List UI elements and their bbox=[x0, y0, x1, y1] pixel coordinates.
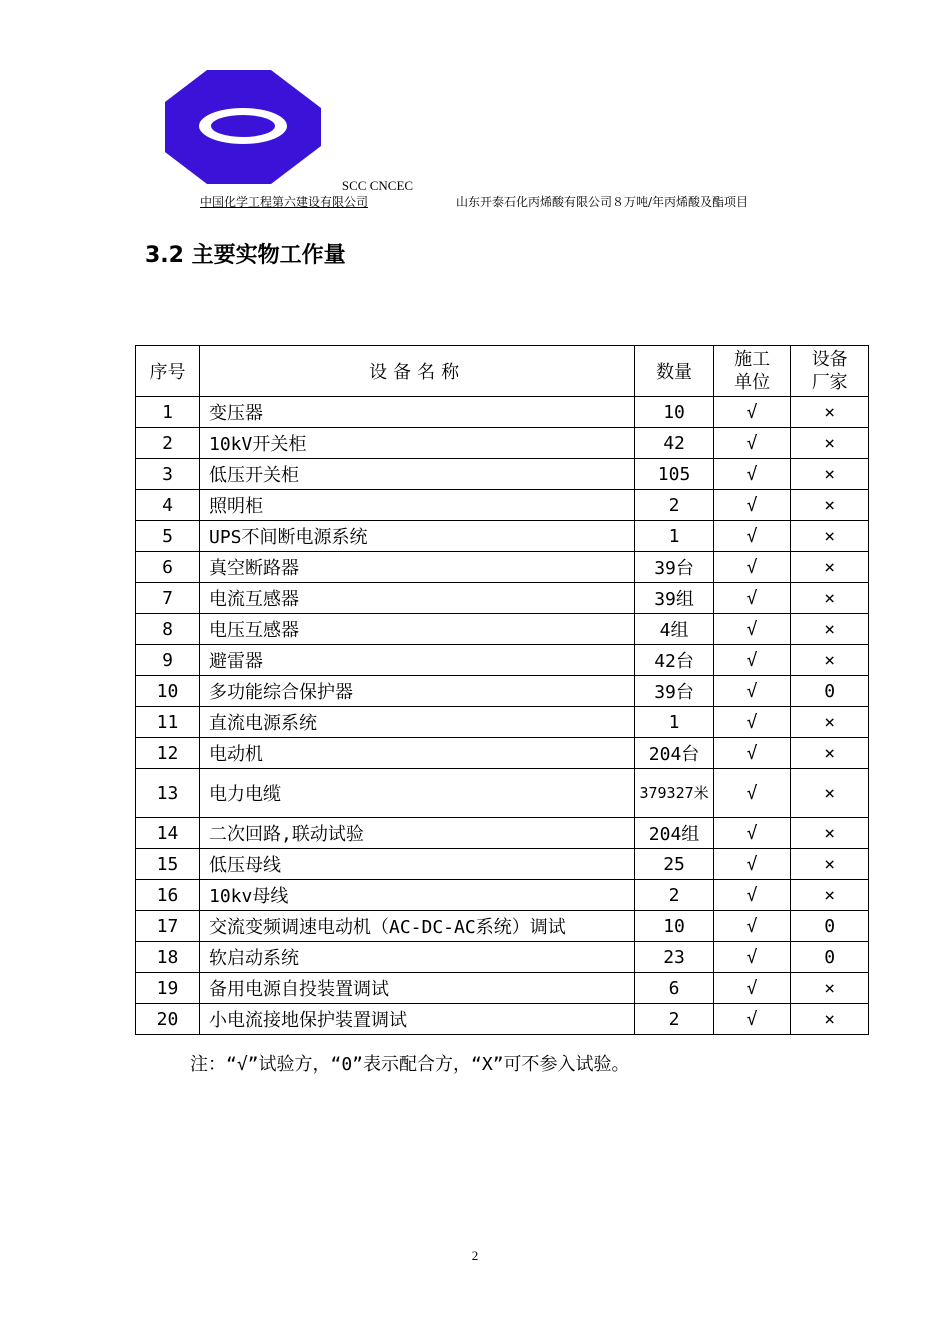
row-vendor-mark: × bbox=[791, 738, 869, 769]
header-qty: 数量 bbox=[635, 346, 713, 397]
row-unit-mark: √ bbox=[713, 552, 791, 583]
row-qty: 42 bbox=[635, 428, 713, 459]
row-no: 13 bbox=[136, 769, 200, 818]
table-row bbox=[136, 428, 869, 459]
table-row bbox=[136, 769, 869, 818]
row-qty: 2 bbox=[635, 880, 713, 911]
row-name: 10kV开关柜 bbox=[200, 428, 635, 459]
header-unit-line2: 单位 bbox=[734, 372, 771, 393]
row-name: 真空断路器 bbox=[200, 552, 635, 583]
row-unit-mark: √ bbox=[713, 459, 791, 490]
row-unit-mark: √ bbox=[713, 645, 791, 676]
row-vendor-mark: × bbox=[791, 614, 869, 645]
row-name: 小电流接地保护装置调试 bbox=[200, 1004, 635, 1035]
row-name: 电压互感器 bbox=[200, 614, 635, 645]
row-vendor-mark: 0 bbox=[791, 942, 869, 973]
table-row bbox=[136, 490, 869, 521]
row-name: 避雷器 bbox=[200, 645, 635, 676]
row-vendor-mark: × bbox=[791, 973, 869, 1004]
row-no: 6 bbox=[136, 552, 200, 583]
row-name: 备用电源自投装置调试 bbox=[200, 973, 635, 1004]
table-row bbox=[136, 397, 869, 428]
row-no: 12 bbox=[136, 738, 200, 769]
row-qty: 204台 bbox=[635, 738, 713, 769]
row-qty: 4组 bbox=[635, 614, 713, 645]
row-vendor-mark: × bbox=[791, 645, 869, 676]
table-body bbox=[136, 397, 869, 1035]
row-unit-mark: √ bbox=[713, 521, 791, 552]
row-qty: 39台 bbox=[635, 676, 713, 707]
table-header-row bbox=[136, 346, 869, 397]
table-row bbox=[136, 942, 869, 973]
row-unit-mark: √ bbox=[713, 973, 791, 1004]
row-qty: 1 bbox=[635, 707, 713, 738]
row-qty: 42台 bbox=[635, 645, 713, 676]
row-vendor-mark: × bbox=[791, 583, 869, 614]
row-no: 9 bbox=[136, 645, 200, 676]
row-name: 10kv母线 bbox=[200, 880, 635, 911]
header-no: 序号 bbox=[136, 346, 200, 397]
row-vendor-mark: × bbox=[791, 1004, 869, 1035]
header-vendor bbox=[791, 346, 869, 397]
row-vendor-mark: × bbox=[791, 707, 869, 738]
row-no: 8 bbox=[136, 614, 200, 645]
row-name: 交流变频调速电动机（AC-DC-AC系统）调试 bbox=[200, 911, 635, 942]
page-number: 2 bbox=[471, 1248, 479, 1263]
row-vendor-mark: × bbox=[791, 428, 869, 459]
row-no: 17 bbox=[136, 911, 200, 942]
table-row bbox=[136, 521, 869, 552]
row-unit-mark: √ bbox=[713, 738, 791, 769]
row-unit-mark: √ bbox=[713, 880, 791, 911]
row-no: 15 bbox=[136, 849, 200, 880]
row-qty: 2 bbox=[635, 490, 713, 521]
row-qty: 1 bbox=[635, 521, 713, 552]
row-name: 变压器 bbox=[200, 397, 635, 428]
row-unit-mark: √ bbox=[713, 769, 791, 818]
row-unit-mark: √ bbox=[713, 1004, 791, 1035]
row-name: 电流互感器 bbox=[200, 583, 635, 614]
row-qty: 39台 bbox=[635, 552, 713, 583]
row-no: 19 bbox=[136, 973, 200, 1004]
header-name: 设备名称 bbox=[200, 346, 635, 397]
row-no: 4 bbox=[136, 490, 200, 521]
row-vendor-mark: × bbox=[791, 397, 869, 428]
table-row bbox=[136, 738, 869, 769]
header-unit-line1: 施工 bbox=[734, 349, 771, 370]
row-name: UPS不间断电源系统 bbox=[200, 521, 635, 552]
works-table bbox=[135, 345, 869, 1035]
row-unit-mark: √ bbox=[713, 676, 791, 707]
table-row bbox=[136, 849, 869, 880]
row-no: 18 bbox=[136, 942, 200, 973]
project-name: 山东开泰石化丙烯酸有限公司８万吨/年丙烯酸及酯项目 bbox=[456, 195, 749, 209]
row-vendor-mark: × bbox=[791, 880, 869, 911]
row-qty: 10 bbox=[635, 911, 713, 942]
header-vendor-line1: 设备 bbox=[811, 349, 848, 370]
table-row bbox=[136, 1004, 869, 1035]
row-vendor-mark: × bbox=[791, 552, 869, 583]
row-unit-mark: √ bbox=[713, 428, 791, 459]
row-name: 电动机 bbox=[200, 738, 635, 769]
row-vendor-mark: × bbox=[791, 521, 869, 552]
row-no: 5 bbox=[136, 521, 200, 552]
table-row bbox=[136, 973, 869, 1004]
row-qty: 23 bbox=[635, 942, 713, 973]
row-unit-mark: √ bbox=[713, 849, 791, 880]
row-unit-mark: √ bbox=[713, 614, 791, 645]
row-unit-mark: √ bbox=[713, 397, 791, 428]
row-qty: 10 bbox=[635, 397, 713, 428]
row-qty: 379327米 bbox=[635, 769, 713, 818]
header-unit bbox=[713, 346, 791, 397]
table-row bbox=[136, 880, 869, 911]
row-unit-mark: √ bbox=[713, 942, 791, 973]
table-row bbox=[136, 676, 869, 707]
header-vendor-line2: 厂家 bbox=[811, 372, 848, 393]
row-qty: 6 bbox=[635, 973, 713, 1004]
table-row bbox=[136, 552, 869, 583]
row-name: 多功能综合保护器 bbox=[200, 676, 635, 707]
logo-caption: SCC CNCEC bbox=[341, 178, 414, 193]
row-vendor-mark: × bbox=[791, 849, 869, 880]
row-unit-mark: √ bbox=[713, 490, 791, 521]
row-name: 照明柜 bbox=[200, 490, 635, 521]
row-vendor-mark: × bbox=[791, 769, 869, 818]
row-name: 直流电源系统 bbox=[200, 707, 635, 738]
table-row bbox=[136, 645, 869, 676]
table-row bbox=[136, 459, 869, 490]
row-no: 7 bbox=[136, 583, 200, 614]
row-qty: 25 bbox=[635, 849, 713, 880]
row-no: 16 bbox=[136, 880, 200, 911]
row-unit-mark: √ bbox=[713, 707, 791, 738]
row-vendor-mark: × bbox=[791, 459, 869, 490]
row-unit-mark: √ bbox=[713, 818, 791, 849]
row-name: 电力电缆 bbox=[200, 769, 635, 818]
row-vendor-mark: 0 bbox=[791, 911, 869, 942]
row-vendor-mark: × bbox=[791, 490, 869, 521]
section-title: 3.2 主要实物工作量 bbox=[145, 243, 346, 268]
row-no: 1 bbox=[136, 397, 200, 428]
row-name: 低压开关柜 bbox=[200, 459, 635, 490]
row-vendor-mark: × bbox=[791, 818, 869, 849]
row-name: 软启动系统 bbox=[200, 942, 635, 973]
table-row bbox=[136, 911, 869, 942]
row-no: 10 bbox=[136, 676, 200, 707]
row-qty: 105 bbox=[635, 459, 713, 490]
row-no: 11 bbox=[136, 707, 200, 738]
row-unit-mark: √ bbox=[713, 911, 791, 942]
table-row bbox=[136, 707, 869, 738]
row-qty: 2 bbox=[635, 1004, 713, 1035]
company-logo bbox=[163, 68, 321, 184]
row-vendor-mark: 0 bbox=[791, 676, 869, 707]
company-name: 中国化学工程第六建设有限公司 bbox=[200, 195, 369, 209]
row-no: 3 bbox=[136, 459, 200, 490]
row-no: 20 bbox=[136, 1004, 200, 1035]
row-no: 2 bbox=[136, 428, 200, 459]
table-row bbox=[136, 818, 869, 849]
row-qty: 39组 bbox=[635, 583, 713, 614]
table-row bbox=[136, 583, 869, 614]
row-no: 14 bbox=[136, 818, 200, 849]
running-header bbox=[200, 193, 810, 210]
table-note: 注：“√”试验方，“0”表示配合方，“X”可不参入试验。 bbox=[190, 1054, 630, 1075]
row-name: 低压母线 bbox=[200, 849, 635, 880]
row-name: 二次回路,联动试验 bbox=[200, 818, 635, 849]
row-qty: 204组 bbox=[635, 818, 713, 849]
table-row bbox=[136, 614, 869, 645]
row-unit-mark: √ bbox=[713, 583, 791, 614]
